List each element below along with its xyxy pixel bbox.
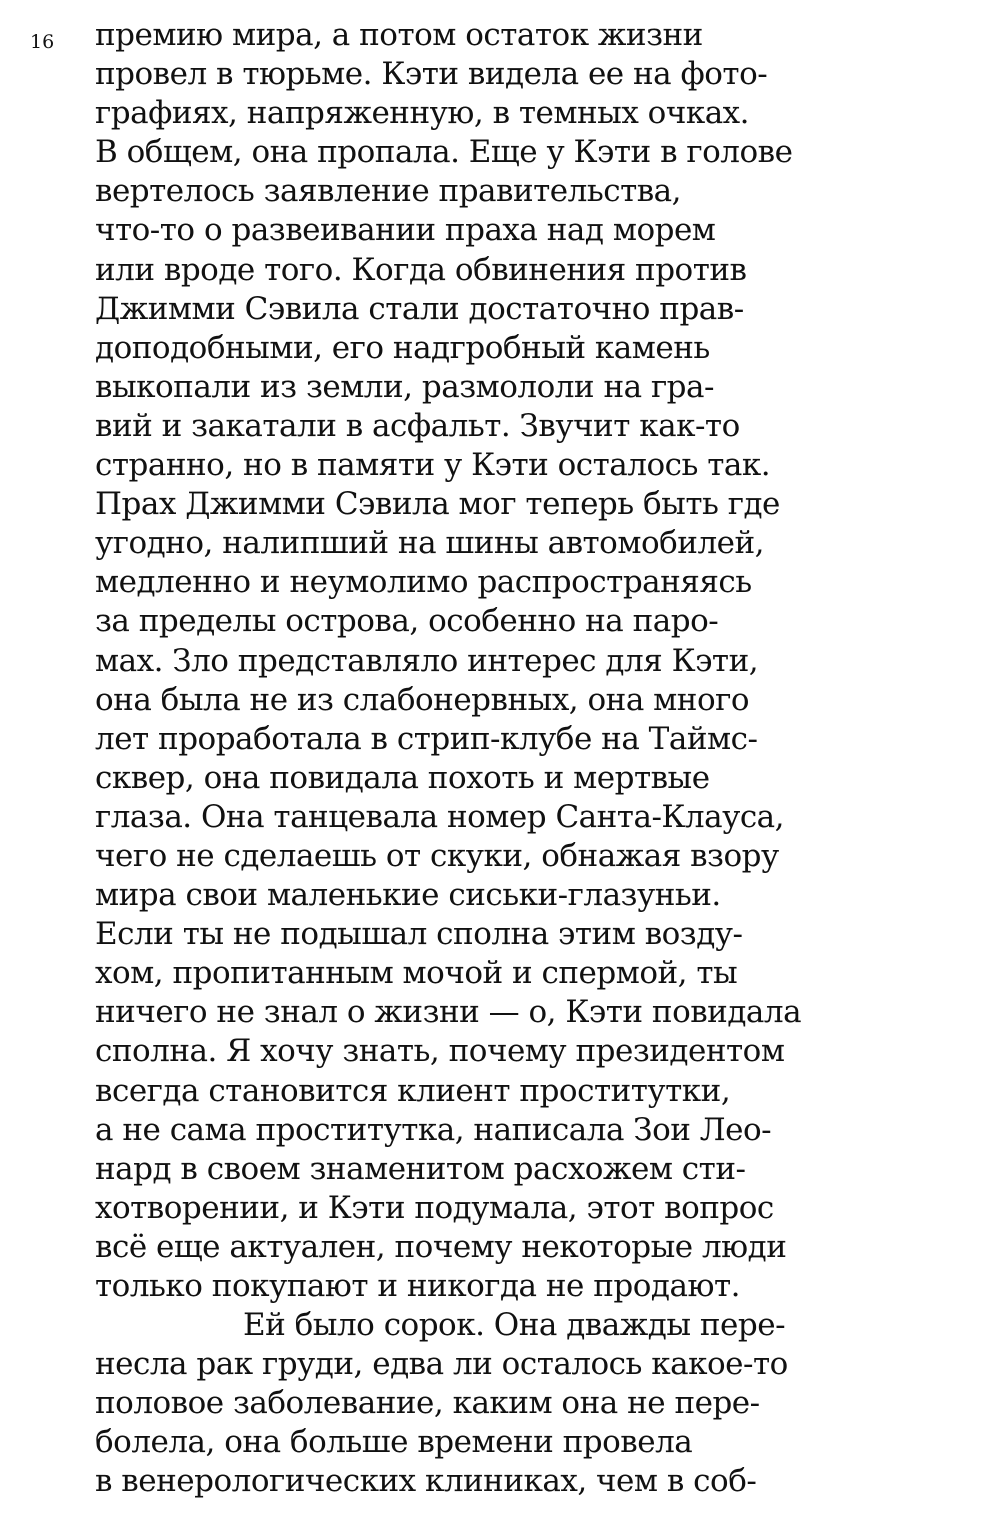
text-line: в венерологических клиниках, чем в соб- bbox=[95, 1463, 757, 1500]
text-line: нард в своем знаменитом расхожем сти- bbox=[95, 1150, 746, 1187]
text-line: хом, пропитанным мочой и спермой, ты bbox=[95, 955, 738, 992]
text-line: только покупают и никогда не продают. bbox=[95, 1268, 740, 1304]
text-line: несла рак груди, едва ли осталось какое-то bbox=[95, 1346, 788, 1383]
body-text bbox=[95, 16, 855, 1502]
text-line: а не сама проститутка, написала Зои Лео- bbox=[95, 1111, 772, 1148]
text-line: Если ты не подышал сполна этим возду- bbox=[95, 916, 743, 953]
text-line: чего не сделаешь от скуки, обнажая взору bbox=[95, 837, 779, 874]
text-line: вий и закатали в асфальт. Звучит как-то bbox=[95, 407, 740, 444]
text-line: угодно, налипший на шины автомобилей, bbox=[95, 525, 764, 562]
text-line: вертелось заявление правительства, bbox=[95, 173, 682, 210]
text-line: мах. Зло представляло интерес для Кэти, bbox=[95, 642, 759, 679]
text-line: выкопали из земли, размололи на гра- bbox=[95, 368, 714, 405]
page-number: 16 bbox=[30, 31, 55, 53]
text-line: что-то о развеивании праха над морем bbox=[95, 212, 716, 249]
text-line: за пределы острова, особенно на паро- bbox=[95, 603, 719, 640]
text-line: всегда становится клиент проститутки, bbox=[95, 1072, 731, 1109]
text-line: Прах Джимми Сэвила мог теперь быть где bbox=[95, 486, 780, 523]
text-line: доподобными, его надгробный камень bbox=[95, 329, 710, 366]
text-line: В общем, она пропала. Еще у Кэти в голове bbox=[95, 134, 793, 171]
text-line: половое заболевание, каким она не пере- bbox=[95, 1385, 760, 1422]
text-line: она была не из слабонервных, она много bbox=[95, 681, 750, 718]
text-line: болела, она больше времени провела bbox=[95, 1424, 693, 1461]
text-line: хотворении, и Кэти подумала, этот вопрос bbox=[95, 1189, 774, 1226]
text-line: или вроде того. Когда обвинения против bbox=[95, 251, 747, 288]
paragraph-start-line: Ей было сорок. Она дважды пере- bbox=[243, 1307, 786, 1344]
text-line: графиях, напряженную, в темных очках. bbox=[95, 95, 750, 132]
text-line: лет проработала в стрип-клубе на Таймс- bbox=[95, 720, 758, 757]
text-line: провел в тюрьме. Кэти видела ее на фото- bbox=[95, 56, 768, 93]
text-line: глаза. Она танцевала номер Санта-Клауса, bbox=[95, 798, 785, 835]
text-line: медленно и неумолимо распространяясь bbox=[95, 564, 752, 601]
text-line: премию мира, а потом остаток жизни bbox=[95, 17, 703, 53]
text-line: сквер, она повидала похоть и мертвые bbox=[95, 759, 710, 796]
text-line: странно, но в памяти у Кэти осталось так. bbox=[95, 447, 771, 484]
text-line: всё еще актуален, почему некоторые люди bbox=[95, 1228, 787, 1265]
text-line: Джимми Сэвила стали достаточно прав- bbox=[95, 290, 744, 327]
text-line: мира свои маленькие сиськи-глазуньи. bbox=[95, 877, 721, 914]
text-line: сполна. Я хочу знать, почему президентом bbox=[95, 1033, 785, 1070]
text-line: ничего не знал о жизни — о, Кэти повидала bbox=[95, 994, 802, 1031]
